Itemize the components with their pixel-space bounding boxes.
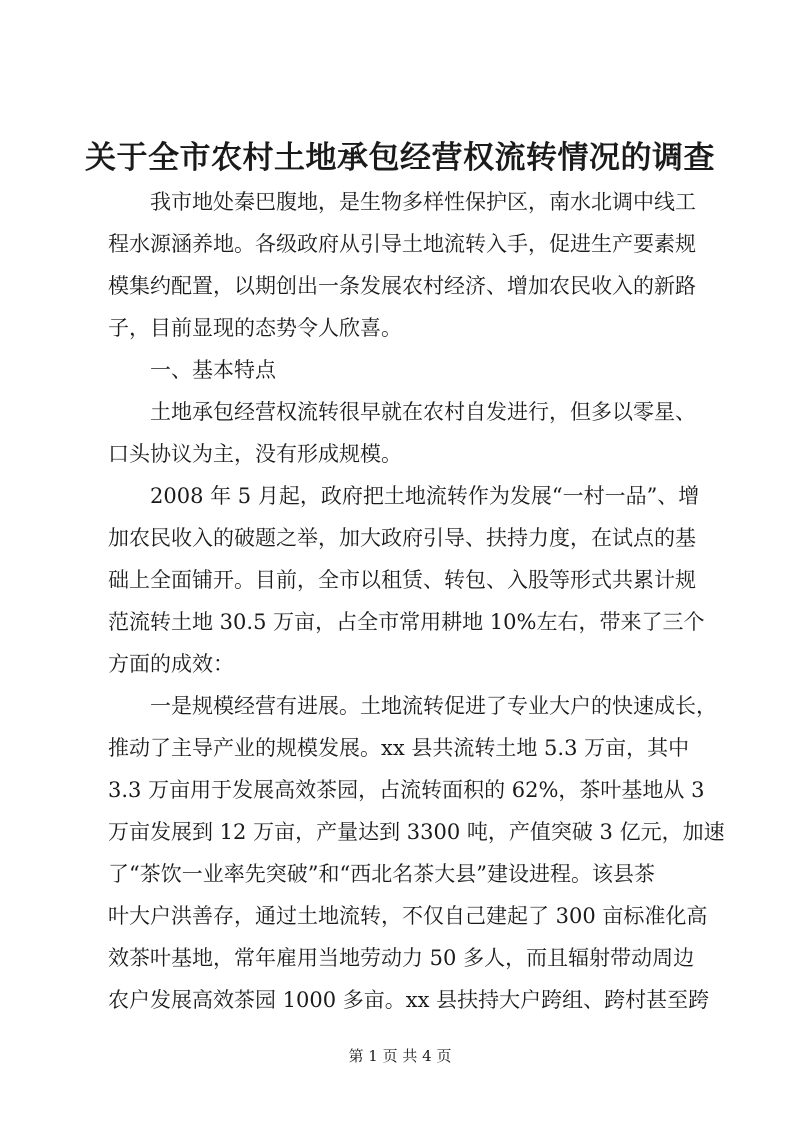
paragraph-line: 一是规模经营有进展。土地流转促进了专业大户的快速成长， — [150, 694, 717, 718]
paragraph-line: 2008 年 5 月起，政府把土地流转作为发展“一村一品”、增 — [150, 484, 700, 508]
paragraph-line: 加农民收入的破题之举，加大政府引导、扶持力度，在试点的基 — [108, 526, 696, 550]
paragraph-line: 叶大户洪善存，通过土地流转，不仅自己建起了 300 亩标准化高 — [108, 904, 708, 928]
paragraph-line: 方面的成效： — [108, 652, 234, 676]
paragraph-line: 推动了主导产业的规模发展。xx 县共流转土地 5.3 万亩，其中 — [108, 736, 690, 760]
paragraph-line: 程水源涵养地。各级政府从引导土地流转入手，促进生产要素规 — [108, 232, 696, 256]
paragraph-line: 农户发展高效茶园 1000 多亩。xx 县扶持大户跨组、跨村甚至跨 — [108, 988, 710, 1012]
paragraph-line: 了“茶饮一业率先突破”和“西北名茶大县”建设进程。该县茶 — [108, 862, 655, 886]
paragraph-line: 模集约配置，以期创出一条发展农村经济、增加农民收入的新路 — [108, 274, 696, 298]
document-title: 关于全市农村土地承包经营权流转情况的调查 — [85, 140, 715, 176]
paragraph-line: 范流转土地 30.5 万亩，占全市常用耕地 10%左右，带来了三个 — [108, 610, 705, 634]
paragraph-line: 子，目前显现的态势令人欣喜。 — [108, 316, 402, 340]
paragraph-line: 万亩发展到 12 万亩，产量达到 3300 吨，产值突破 3 亿元，加速 — [108, 820, 725, 844]
paragraph-line: 础上全面铺开。目前，全市以租赁、转包、入股等形式共累计规 — [108, 568, 696, 592]
paragraph-line: 效茶叶基地，常年雇用当地劳动力 50 多人，而且辐射带动周边 — [108, 946, 695, 970]
page-number-footer: 第 1 页 共 4 页 — [348, 1047, 452, 1065]
paragraph-line: 我市地处秦巴腹地，是生物多样性保护区，南水北调中线工 — [150, 190, 696, 214]
section-heading: 一、基本特点 — [150, 358, 276, 382]
paragraph-line: 土地承包经营权流转很早就在农村自发进行，但多以零星、 — [150, 400, 696, 424]
paragraph-line: 3.3 万亩用于发展高效茶园，占流转面积的 62%，茶叶基地从 3 — [108, 778, 705, 802]
paragraph-line: 口头协议为主，没有形成规模。 — [108, 442, 402, 466]
